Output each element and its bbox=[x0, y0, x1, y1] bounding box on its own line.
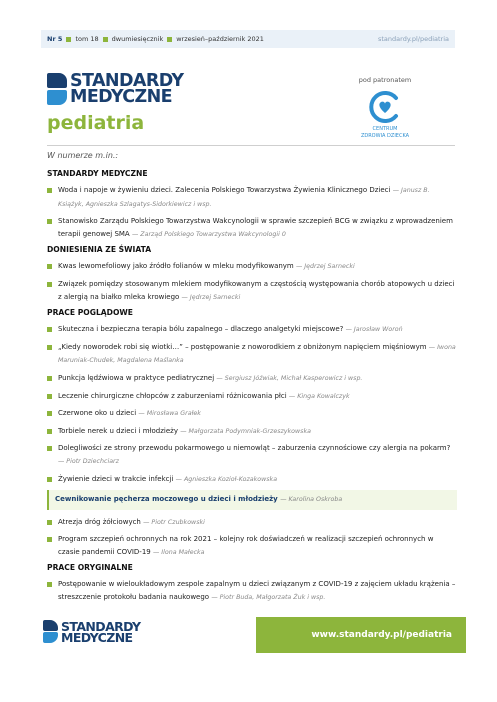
article-authors: — Zarząd Polskiego Towarzystwa Wakcynologii 0 bbox=[131, 230, 286, 238]
section-title: DONIESIENIA ZE ŚWIATA bbox=[47, 245, 152, 255]
logo-mark-icon bbox=[47, 73, 67, 105]
footer-url-link[interactable]: www.standardy.pl/pediatria bbox=[311, 630, 452, 640]
section-title: PRACE ORYGINALNE bbox=[47, 563, 133, 573]
article-item bbox=[47, 473, 457, 487]
article-item bbox=[47, 323, 457, 337]
article-authors: — Jarosław Woroń bbox=[345, 326, 403, 334]
article-title: Atrezja dróg żółciowych bbox=[58, 517, 141, 526]
footer-logo-line2: MEDYCZNE bbox=[61, 629, 133, 645]
article-title: Żywienie dzieci w trakcie infekcji bbox=[58, 474, 174, 483]
article-item bbox=[47, 516, 457, 530]
patronage bbox=[350, 76, 420, 140]
article-item bbox=[47, 407, 457, 421]
issue-info-bar bbox=[41, 30, 455, 48]
bullet-square-icon bbox=[47, 219, 52, 224]
bullet-square-icon bbox=[47, 582, 52, 587]
article-authors: — Jędrzej Sarnecki bbox=[181, 293, 241, 301]
bullet-square-icon bbox=[47, 345, 52, 350]
article-authors: — Ilona Małecka bbox=[152, 548, 205, 556]
article-item bbox=[47, 578, 457, 604]
article-title: Leczenie chirurgiczne chłopców z zaburzeniami różnicowania płci bbox=[58, 391, 287, 400]
intro-text: W numerze m.in.: bbox=[47, 151, 119, 160]
bullet-square-icon bbox=[47, 446, 52, 451]
article-item bbox=[47, 425, 457, 439]
article-authors: — Piotr Dziechciarz bbox=[58, 457, 119, 465]
header-url-link[interactable]: standardy.pl/pediatria bbox=[378, 35, 449, 43]
section-title: PRACE POGLĄDOWE bbox=[47, 308, 133, 318]
bullet-square-icon bbox=[103, 37, 108, 42]
section-title: STANDARDY MEDYCZNE bbox=[47, 169, 148, 178]
bullet-square-icon bbox=[47, 411, 52, 416]
footer-logo-line1: STANDARDY bbox=[61, 618, 141, 634]
article-title: Skuteczna i bezpieczna terapia bólu zapalnego – dlaczego analgetyki miejscowe? bbox=[58, 325, 344, 334]
patronage-org-line2: ZDROWIA DZIECKA bbox=[360, 133, 410, 139]
bullet-square-icon bbox=[167, 37, 172, 42]
divider bbox=[47, 145, 455, 146]
article-item bbox=[47, 278, 457, 304]
toc-section bbox=[47, 563, 457, 604]
bullet-square-icon bbox=[66, 37, 71, 42]
bullet-square-icon bbox=[47, 537, 52, 542]
article-authors: — Janusz B. Książyk, Agnieszka Szlagatys-Sidorkiewicz i wsp. bbox=[58, 187, 430, 208]
issue-number: Nr 5 bbox=[47, 35, 63, 43]
article-item bbox=[47, 215, 457, 241]
article-title: Związek pomiędzy stosowanym mlekiem modyfikowanym a częstością występowania chorób atopowych u dzieci z alergią na białko mleka krowiego bbox=[58, 279, 455, 301]
article-item bbox=[47, 390, 457, 404]
journal-subtitle: pediatria bbox=[47, 112, 145, 134]
bullet-square-icon bbox=[47, 376, 52, 381]
table-of-contents bbox=[47, 166, 457, 609]
article-authors: — Agnieszka Kozioł-Kozakowska bbox=[175, 475, 278, 483]
footer-url-band bbox=[256, 617, 466, 653]
article-authors: — Piotr Buda, Małgorzata Żuk i wsp. bbox=[211, 594, 326, 602]
article-authors: — Piotr Czubkowski bbox=[143, 518, 205, 526]
heart-c-logo-icon bbox=[368, 90, 402, 124]
article-title: Postępowanie w wieloukładowym zespole zapalnym u dzieci związanym z COVID-19 z zajęciem układu krążenia – streszczenie protokołu badania naukowego bbox=[58, 580, 456, 602]
bullet-square-icon bbox=[47, 394, 52, 399]
issue-date: wrzesień–październik 2021 bbox=[176, 35, 264, 43]
bullet-square-icon bbox=[47, 188, 52, 193]
patronage-label: pod patronatem bbox=[358, 76, 412, 84]
article-item bbox=[47, 184, 457, 211]
toc-section bbox=[47, 245, 457, 304]
article-authors: — Sergiusz Jóźwiak, Michał Kasperowicz i wsp. bbox=[216, 374, 363, 382]
article-title: Dolegliwości ze strony przewodu pokarmowego u niemowląt – zaburzenia czynnościowe czy alergia na pokarm? bbox=[58, 444, 451, 453]
volume: tom 18 bbox=[75, 35, 99, 43]
logo-line1: STANDARDY bbox=[70, 71, 184, 91]
logo-mark-icon bbox=[43, 620, 58, 643]
bullet-square-icon bbox=[47, 429, 52, 434]
article-authors: — Karolina Oskroba bbox=[280, 496, 343, 504]
article-title: Torbiele nerek u dzieci i młodzieży bbox=[58, 426, 178, 435]
article-title: Stanowisko Zarządu Polskiego Towarzystwa Wakcynologii w sprawie szczepień BCG w związku z wprowadzeniem terapii genowej SMA bbox=[58, 217, 453, 238]
article-title: Punkcja lędźwiowa w praktyce pediatrycznej bbox=[58, 373, 215, 382]
article-item bbox=[47, 341, 457, 368]
bullet-square-icon bbox=[47, 327, 52, 332]
frequency: dwumiesięcznik bbox=[111, 35, 164, 43]
article-title: Program szczepień ochronnych na rok 2021 – kolejny rok doświadczeń w realizacji szczepień ochronnych w czasie pandemii COVID-19 bbox=[58, 535, 434, 556]
article-item bbox=[47, 260, 457, 274]
article-title: Cewnikowanie pęcherza moczowego u dzieci i młodzieży bbox=[55, 495, 278, 504]
toc-section bbox=[47, 308, 457, 559]
bullet-square-icon bbox=[47, 520, 52, 525]
article-authors: — Iwona Maruniak-Chudek, Magdalena Maślanka bbox=[58, 343, 456, 365]
footer-logo bbox=[43, 620, 141, 643]
article-title: Woda i napoje w żywieniu dzieci. Zalecenia Polskiego Towarzystwa Żywienia Klinicznego Dzieci bbox=[58, 186, 391, 194]
bullet-square-icon bbox=[47, 282, 52, 287]
toc-section bbox=[47, 169, 457, 241]
article-item bbox=[47, 442, 457, 468]
logo-line2: MEDYCZNE bbox=[70, 87, 173, 107]
bullet-square-icon bbox=[47, 477, 52, 482]
article-authors: — Jędrzej Sarnecki bbox=[296, 263, 355, 271]
article-title: „Kiedy noworodek robi się wiotki…” – postępowanie z noworodkiem z obniżonym napięciem mięśniowym bbox=[58, 342, 427, 351]
article-title: Kwas lewomefoliowy jako źródło folianów w mleku modyfikowanym bbox=[58, 262, 294, 271]
article-item bbox=[47, 533, 457, 559]
article-item bbox=[47, 372, 457, 386]
patronage-org-line1: CENTRUM bbox=[372, 126, 398, 132]
article-authors: — Małgorzata Podymniak-Grzeszykowska bbox=[180, 427, 311, 435]
highlighted-article-item bbox=[47, 490, 457, 510]
journal-logo bbox=[47, 73, 183, 105]
article-authors: — Kinga Kowalczyk bbox=[288, 392, 350, 400]
article-authors: — Mirosława Grałek bbox=[138, 410, 201, 418]
article-title: Czerwone oko u dzieci bbox=[58, 409, 137, 418]
bullet-square-icon bbox=[47, 264, 52, 269]
